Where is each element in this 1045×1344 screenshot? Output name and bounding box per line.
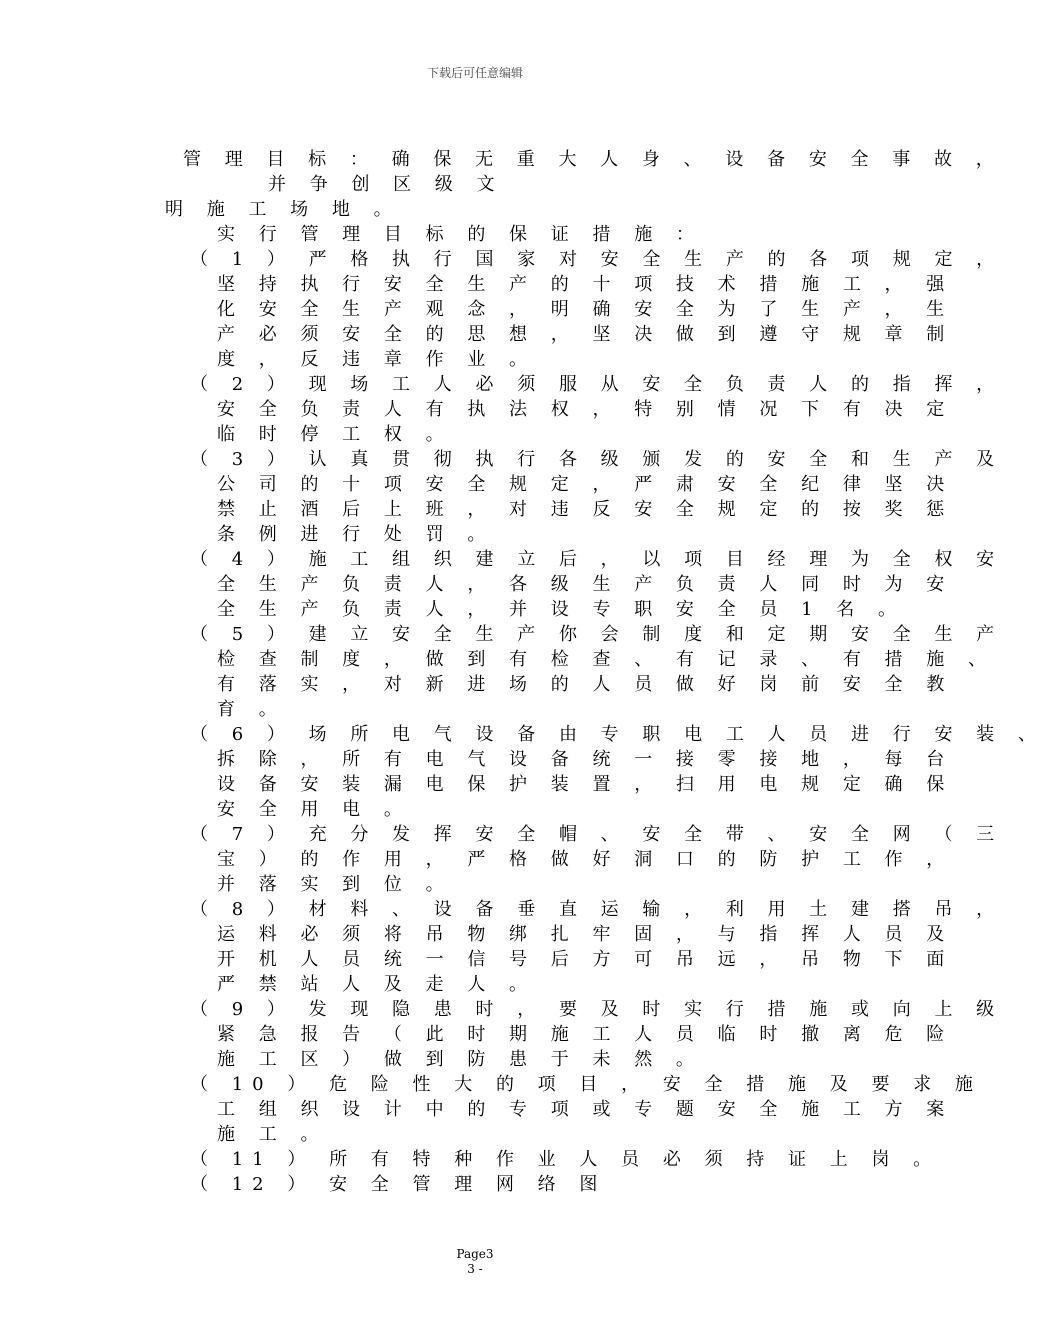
body-line: （ 11 ） 所 有 特 种 作 业 人 员 必 须 持 证 上 岗 。 xyxy=(190,1149,941,1170)
body-line: 有 落 实 ， 对 新 进 场 的 人 员 做 好 岗 前 安 全 教 xyxy=(217,674,954,695)
body-line: 并 落 实 到 位 。 xyxy=(217,874,453,895)
body-line: 产 必 须 安 全 的 思 想 ， 坚 决 做 到 遵 守 规 章 制 xyxy=(217,324,954,345)
page-label: Page3 xyxy=(456,1247,494,1261)
body-line: 明 施 工 场 地 。 xyxy=(165,199,401,220)
page-header: 下载后可任意编辑 xyxy=(426,66,523,80)
body-line: （ 3 ） 认 真 贯 彻 执 行 各 级 颁 发 的 安 全 和 生 产 及 xyxy=(190,449,1004,470)
body-line: 安 全 负 责 人 有 执 法 权 ， 特 别 情 况 下 有 决 定 xyxy=(217,399,954,420)
body-line: 拆 除 ， 所 有 电 气 设 备 统 一 接 零 接 地 ， 每 台 xyxy=(217,749,954,770)
body-line: （ 5 ） 建 立 安 全 生 产 你 会 制 度 和 定 期 安 全 生 产 xyxy=(190,624,1004,645)
body-line: 设 备 安 装 漏 电 保 护 装 置 ， 扫 用 电 规 定 确 保 xyxy=(217,774,954,795)
body-line: 施 工 区 ） 做 到 防 患 于 未 然 。 xyxy=(217,1049,703,1070)
body-line: （ 6 ） 场 所 电 气 设 备 由 专 职 电 工 人 员 进 行 安 装 、 xyxy=(190,724,1045,745)
body-line: 施 工 。 xyxy=(217,1124,328,1145)
body-line: （ 1 ） 严 格 执 行 国 家 对 安 全 生 产 的 各 项 规 定 ， xyxy=(190,249,1004,270)
body-line: 公 司 的 十 项 安 全 规 定 ， 严 肃 安 全 纪 律 坚 决 xyxy=(217,474,954,495)
body-line: 禁 止 酒 后 上 班 ， 对 违 反 安 全 规 定 的 按 奖 惩 xyxy=(217,499,954,520)
body-line: （ 4 ） 施 工 组 织 建 立 后 ， 以 项 目 经 理 为 全 权 安 xyxy=(190,549,1004,570)
body-line: （ 2 ） 现 场 工 人 必 须 服 从 安 全 负 责 人 的 指 挥 ， xyxy=(190,374,1004,395)
body-line: （ 10 ） 危 险 性 大 的 项 目 ， 安 全 措 施 及 要 求 施 xyxy=(190,1074,982,1095)
body-line: 运 料 必 须 将 吊 物 绑 扎 牢 固 ， 与 指 挥 人 员 及 xyxy=(217,924,954,945)
body-line: （ 12 ） 安 全 管 理 网 络 图 xyxy=(190,1174,607,1195)
body-line: 全 生 产 负 责 人 ， 各 级 生 产 负 责 人 同 时 为 安 xyxy=(217,574,954,595)
body-line: 全 生 产 负 责 人 ， 并 设 专 职 安 全 员 1 名 。 xyxy=(217,599,905,620)
body-line: 实 行 管 理 目 标 的 保 证 措 施 ： xyxy=(217,224,703,245)
body-line: 条 例 进 行 处 罚 。 xyxy=(217,524,495,545)
body-line: （ 9 ） 发 现 隐 患 时 ， 要 及 时 实 行 措 施 或 向 上 级 xyxy=(190,999,1004,1020)
body-line: 开 机 人 员 统 一 信 号 后 方 可 吊 远 ， 吊 物 下 面 xyxy=(217,949,954,970)
body-line: 检 查 制 度 ， 做 到 有 检 查 、 有 记 录 、 有 措 施 、 xyxy=(217,649,995,670)
page-number: 3 - xyxy=(467,1262,483,1276)
body-line: 并 争 创 区 级 文 xyxy=(268,174,504,195)
body-line: 坚 持 执 行 安 全 生 产 的 十 项 技 术 措 施 工 ， 强 xyxy=(217,274,954,295)
body-line: 安 全 用 电 。 xyxy=(217,799,411,820)
body-line: 管 理 目 标 ： 确 保 无 重 大 人 身 、 设 备 安 全 事 故 ， xyxy=(183,149,1003,170)
body-line: 度 ， 反 违 章 作 业 。 xyxy=(217,349,537,370)
body-line: （ 8 ） 材 料 、 设 备 垂 直 运 输 ， 利 用 土 建 搭 吊 ， xyxy=(190,899,1004,920)
body-line: 宝 ） 的 作 用 ， 严 格 做 好 洞 口 的 防 护 工 作 ， xyxy=(217,849,954,870)
body-line: 工 组 织 设 计 中 的 专 项 或 专 题 安 全 施 工 方 案 xyxy=(217,1099,954,1120)
body-line: 育 。 xyxy=(217,699,286,720)
body-line: 严 禁 站 人 及 走 人 。 xyxy=(217,974,537,995)
body-line: 紧 急 报 告 （ 此 时 期 施 工 人 员 临 时 撤 离 危 险 xyxy=(217,1024,954,1045)
body-line: 临 时 停 工 权 。 xyxy=(217,424,453,445)
body-line: 化 安 全 生 产 观 念 ， 明 确 安 全 为 了 生 产 ， 生 xyxy=(217,299,954,320)
body-line: （ 7 ） 充 分 发 挥 安 全 帽 、 安 全 带 、 安 全 网 （ 三 xyxy=(190,824,1004,845)
